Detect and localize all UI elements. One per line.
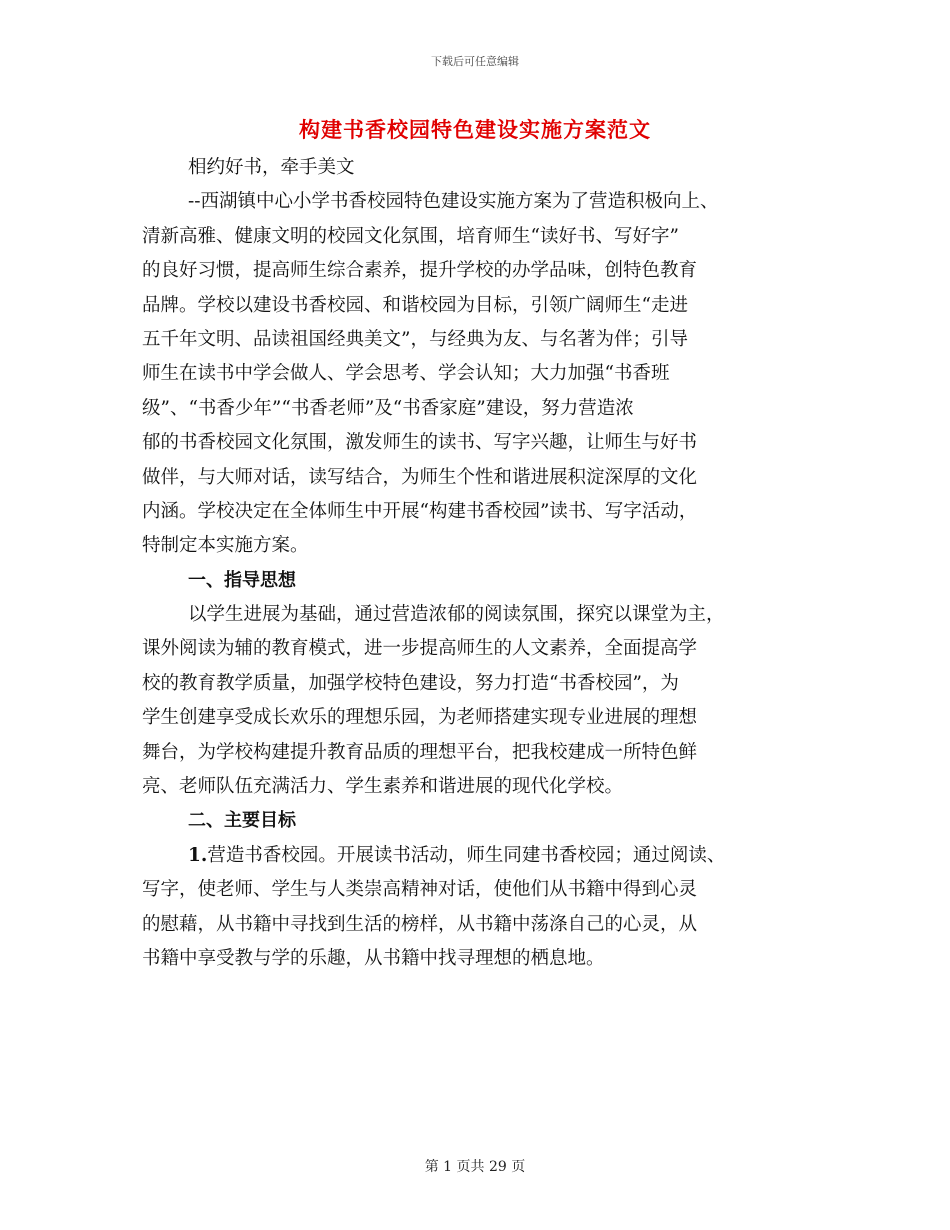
paragraph-line: 内涵。学校决定在全体师生中开展“构建书香校园”读书、写字活动， — [142, 500, 698, 522]
paragraph-line: 清新高雅、健康文明的校园文化氛围，培育师生“读好书、写好字” — [142, 225, 679, 247]
paragraph-line: 亮、老师队伍充满活力、学生素养和谐进展的现代化学校。 — [142, 776, 624, 798]
page-footer: 第 1 页共 29 页 — [424, 1159, 526, 1175]
document-body — [142, 151, 814, 976]
paragraph-line: 书籍中享受教与学的乐趣，从书籍中找寻理想的栖息地。 — [142, 947, 605, 969]
paragraph-line: 学生创建享受成长欢乐的理想乐园，为老师搭建实现专业进展的理想 — [142, 707, 698, 729]
paragraph-line: 五千年文明、品读祖国经典美文”，与经典为友、与名著为伴；引导 — [142, 328, 688, 350]
paragraph-line: 写字，使老师、学生与人类崇高精神对话，使他们从书籍中得到心灵 — [142, 879, 698, 901]
paragraph-line: 以学生进展为基础，通过营造浓郁的阅读氛围，探究以课堂为主， — [188, 604, 725, 626]
paragraph-line: 的慰藉，从书籍中寻找到生活的榜样，从书籍中荡涤自己的心灵，从 — [142, 913, 698, 935]
paragraph-line: 舞台，为学校构建提升教育品质的理想平台，把我校建成一所特色鲜 — [142, 741, 698, 763]
paragraph-line: 的良好习惯，提高师生综合素养，提升学校的办学品味，创特色教育 — [142, 260, 698, 282]
paragraph-line: 做伴，与大师对话，读写结合，为师生个性和谐进展积淀深厚的文化 — [142, 466, 698, 488]
document-title: 构建书香校园特色建设实施方案范文 — [299, 118, 651, 142]
paragraph-line: 校的教育教学质量，加强学校特色建设，努力打造“书香校园”，为 — [142, 672, 679, 694]
paragraph-line: --西湖镇中心小学书香校园特色建设实施方案为了营造积极向上、 — [188, 191, 719, 213]
numbered-paragraph-line — [142, 839, 814, 873]
section-heading-guiding-ideology: 一、指导思想 — [188, 569, 296, 591]
subtitle-line: 相约好书，牵手美文 — [188, 157, 355, 178]
item-text: 营造书香校园。开展读书活动，师生同建书香校园；通过阅读、 — [207, 844, 726, 866]
paragraph-line: 师生在读书中学会做人、学会思考、学会认知；大力加强“书香班 — [142, 363, 670, 385]
paragraph-line: 课外阅读为辅的教育模式，进一步提高师生的人文素养，全面提高学 — [142, 638, 698, 660]
page-header: 下载后可任意编辑 — [431, 55, 519, 68]
paragraph-line: 特制定本实施方案。 — [142, 535, 309, 557]
paragraph-line: 郁的书香校园文化氛围，激发师生的读书、写字兴趣，让师生与好书 — [142, 432, 698, 454]
paragraph-line: 品牌。学校以建设书香校园、和谐校园为目标，引领广阔师生“走进 — [142, 294, 688, 316]
section-heading-main-goals: 二、主要目标 — [188, 810, 296, 832]
paragraph-line: 级”、“书香少年”“书香老师”及“书香家庭”建设，努力营造浓 — [142, 397, 634, 419]
item-number: 1. — [188, 844, 208, 866]
